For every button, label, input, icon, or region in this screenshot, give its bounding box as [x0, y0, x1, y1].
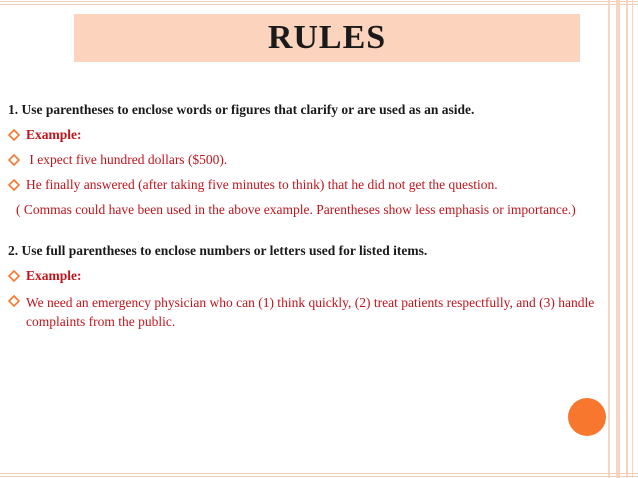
- example-label: Example:: [26, 268, 82, 283]
- bullet-text: He finally answered (after taking five minutes to think) that he did not get the question.: [26, 177, 498, 192]
- rule-2-bullet-1: [8, 293, 614, 331]
- slide-title: RULES: [267, 19, 387, 56]
- rule-1-example-label: [8, 127, 614, 143]
- rule-2-example-label: [8, 268, 614, 284]
- rule-1-heading: 1. Use parentheses to enclose words or figures that clarify or are used as an aside.: [8, 102, 475, 117]
- rule-2-heading: 2. Use full parentheses to enclose numbers or letters used for listed items.: [8, 243, 428, 258]
- hollow-diamond-bullet-icon: [8, 154, 20, 166]
- orange-circle-decoration: [568, 398, 606, 436]
- slide-body: [8, 102, 614, 331]
- bullet-text: I expect five hundred dollars ($500).: [26, 152, 228, 167]
- hollow-diamond-bullet-icon: [8, 270, 20, 282]
- example-label: Example:: [26, 127, 82, 142]
- rule-1-note: ( Commas could have been used in the above example. Parentheses show less emphasis or importance.): [16, 202, 576, 217]
- bottom-border: [0, 472, 638, 478]
- hollow-diamond-bullet-icon: [8, 129, 20, 141]
- rule-1-bullet-2: [8, 177, 614, 193]
- top-border: [0, 0, 638, 6]
- rule-1-bullet-1: [8, 152, 614, 168]
- hollow-diamond-bullet-icon: [8, 295, 20, 307]
- title-banner: [74, 14, 580, 62]
- bullet-text: We need an emergency physician who can (1) think quickly, (2) treat patients respectfully, and (3) handle complaints from the public.: [26, 295, 595, 329]
- hollow-diamond-bullet-icon: [8, 179, 20, 191]
